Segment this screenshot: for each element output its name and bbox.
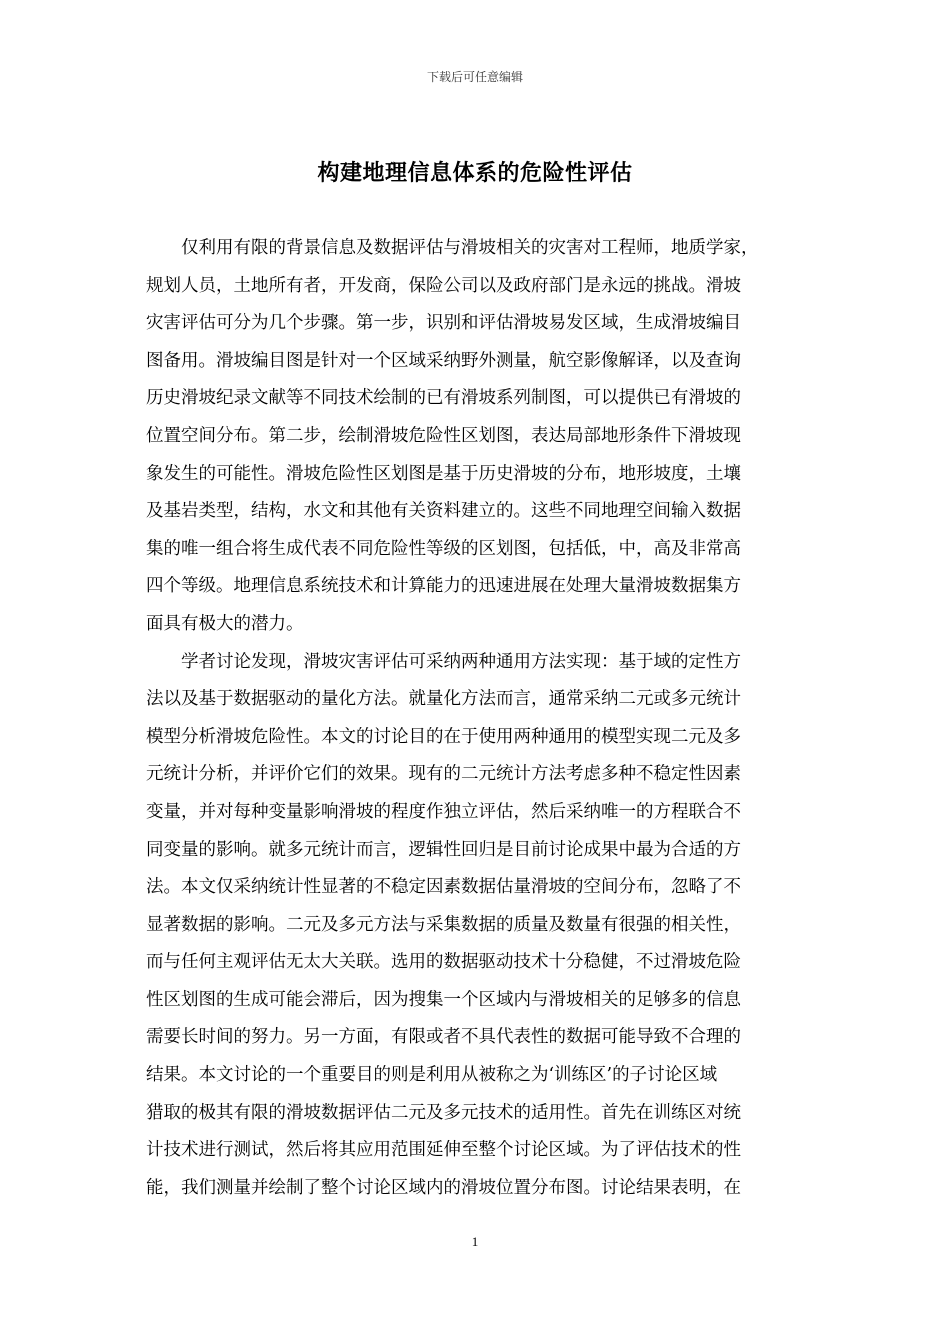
paragraph	[146, 234, 806, 648]
paragraph-line: 性区划图的生成可能会滞后，因为搜集一个区域内与滑坡相关的足够多的信息	[146, 989, 741, 1010]
paragraph-line: 显著数据的影响。二元及多元方法与采集数据的质量及数量有很强的相关性，	[146, 914, 741, 935]
paragraph-line: 需要长时间的努力。另一方面，有限或者不具代表性的数据可能导致不合理的	[146, 1027, 741, 1048]
document-title: 构建地理信息体系的危险性评估	[317, 161, 633, 186]
paragraph-line: 学者讨论发现，滑坡灾害评估可采纳两种通用方法实现：基于域的定性方	[181, 651, 741, 672]
paragraph-line: 位置空间分布。第二步，绘制滑坡危险性区划图，表达局部地形条件下滑坡现	[146, 425, 741, 446]
paragraph-line: 猎取的极其有限的滑坡数据评估二元及多元技术的适用性。首先在训练区对统	[146, 1102, 741, 1123]
paragraph-line: 规划人员，土地所有者，开发商，保险公司以及政府部门是永远的挑战。滑坡	[146, 275, 741, 296]
paragraph-line: 元统计分析，并评价它们的效果。现有的二元统计方法考虑多种不稳定性因素	[146, 764, 741, 785]
paragraph-line: 模型分析滑坡危险性。本文的讨论目的在于使用两种通用的模型实现二元及多	[146, 726, 741, 747]
paragraph-line: 象发生的可能性。滑坡危险性区划图是基于历史滑坡的分布，地形坡度，土壤	[146, 463, 741, 484]
page-number: 1	[471, 1234, 479, 1249]
paragraph-line: 历史滑坡纪录文献等不同技术绘制的已有滑坡系列制图，可以提供已有滑坡的	[146, 388, 741, 409]
paragraph-line: 面具有极大的潜力。	[146, 613, 304, 634]
paragraph-line: 变量，并对每种变量影响滑坡的程度作独立评估，然后采纳唯一的方程联合不	[146, 801, 741, 822]
paragraph-line: 仅利用有限的背景信息及数据评估与滑坡相关的灾害对工程师，地质学家，	[181, 238, 759, 258]
paragraph-line: 法。本文仅采纳统计性显著的不稳定因素数据估量滑坡的空间分布，忽略了不	[146, 877, 741, 898]
body-text	[146, 234, 806, 1211]
header-note: 下载后可任意编辑	[426, 70, 523, 84]
paragraph-line: 图备用。滑坡编目图是针对一个区域采纳野外测量，航空影像解译，以及查询	[146, 350, 741, 371]
paragraph-line: 四个等级。地理信息系统技术和计算能力的迅速进展在处理大量滑坡数据集方	[146, 576, 741, 597]
paragraph-line: 计技术进行测试，然后将其应用范围延伸至整个讨论区域。为了评估技术的性	[146, 1140, 741, 1161]
paragraph	[146, 648, 806, 1212]
paragraph-line: 灾害评估可分为几个步骤。第一步，识别和评估滑坡易发区域，生成滑坡编目	[146, 313, 741, 334]
paragraph-line: 能，我们测量并绘制了整个讨论区域内的滑坡位置分布图。讨论结果表明，在	[146, 1177, 741, 1198]
paragraph-line: 而与任何主观评估无太大关联。选用的数据驱动技术十分稳健，不过滑坡危险	[146, 952, 741, 973]
paragraph-line: 集的唯一组合将生成代表不同危险性等级的区划图，包括低，中，高及非常高	[146, 538, 741, 559]
paragraph-line: 及基岩类型，结构，水文和其他有关资料建立的。这些不同地理空间输入数据	[146, 501, 741, 522]
paragraph-line: 同变量的影响。就多元统计而言，逻辑性回归是目前讨论成果中最为合适的方	[146, 839, 741, 860]
paragraph-line: 结果。本文讨论的一个重要目的则是利用从被称之为‘训练区’的子讨论区域	[146, 1065, 718, 1086]
paragraph-line: 法以及基于数据驱动的量化方法。就量化方法而言，通常采纳二元或多元统计	[146, 689, 741, 710]
